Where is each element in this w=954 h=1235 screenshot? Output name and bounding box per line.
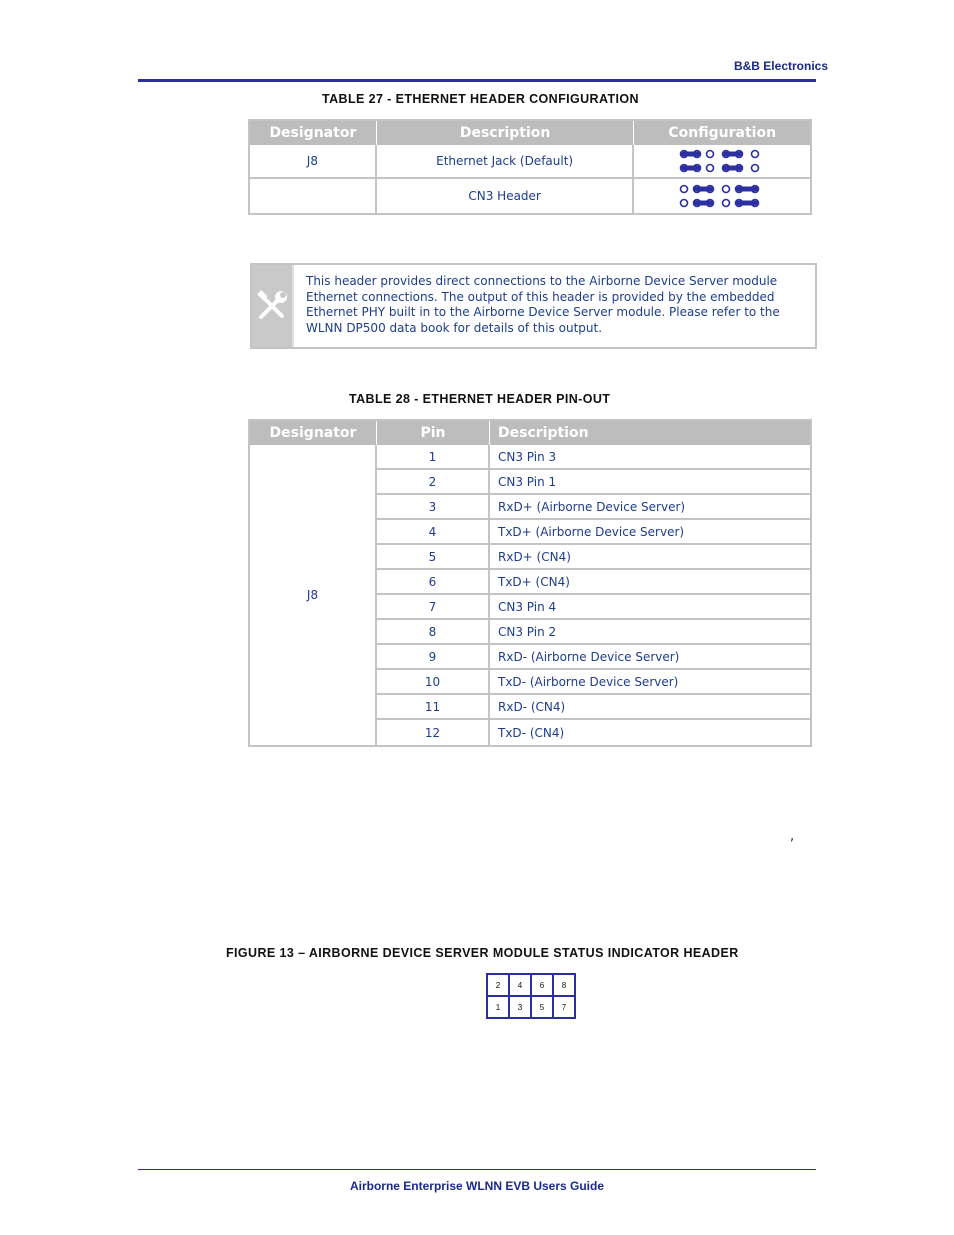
pin-label: 5 [531, 996, 553, 1018]
configuration-cell [634, 179, 810, 213]
pin-cell: 10 [377, 670, 490, 695]
description-cell: TxD- (Airborne Device Server) [490, 670, 810, 695]
description-cell: RxD- (CN4) [490, 695, 810, 720]
pin-cell: 12 [377, 720, 490, 745]
pin-cell: 3 [377, 495, 490, 520]
column-header: Configuration [634, 121, 810, 145]
ethernet-header-pinout-table [248, 419, 812, 747]
pin-label: 7 [553, 996, 575, 1018]
pin-cell: 11 [377, 695, 490, 720]
pin-cell: 5 [377, 545, 490, 570]
description-cell: TxD+ (CN4) [490, 570, 810, 595]
table-28-caption: TABLE 28 - ETHERNET HEADER PIN-OUT [349, 392, 611, 406]
jumper-config-1-2-icon [677, 146, 767, 176]
description-cell: CN3 Header [377, 179, 635, 213]
pin-label: 1 [487, 996, 509, 1018]
note-box [250, 263, 817, 349]
pin-label: 6 [531, 974, 553, 996]
jumper-config-2-3-icon [677, 181, 767, 211]
configuration-cell [634, 145, 810, 179]
footer-title: Airborne Enterprise WLNN EVB Users Guide [349, 1179, 605, 1193]
column-header: Pin [377, 421, 490, 445]
pin-cell: 7 [377, 595, 490, 620]
header-rule [138, 79, 816, 82]
column-header: Description [377, 121, 635, 145]
column-header: Designator [250, 421, 377, 445]
description-cell: CN3 Pin 4 [490, 595, 810, 620]
pin-label: 2 [487, 974, 509, 996]
pin-cell: 1 [377, 445, 490, 470]
designator-cell [250, 179, 377, 213]
pin-cell: 8 [377, 620, 490, 645]
tools-icon [252, 265, 294, 347]
company-name: B&B Electronics [733, 59, 828, 73]
footer-rule [138, 1169, 816, 1170]
designator-cell: J8 [250, 445, 377, 745]
note-text: This header provides direct connections to the Airborne Device Server module Ethernet connections. The output of this header is provided by the embedded Ethernet PHY built in to the Airborne Device Server module. Please refer to the WLNN DP500 data book for details of this output. [306, 274, 780, 335]
table-header-row [250, 421, 810, 445]
ethernet-header-config-table [248, 119, 812, 215]
column-header: Description [490, 421, 810, 445]
pin-cell: 4 [377, 520, 490, 545]
description-cell: Ethernet Jack (Default) [377, 145, 635, 179]
description-cell: TxD- (CN4) [498, 725, 565, 740]
description-cell: RxD+ (Airborne Device Server) [490, 495, 810, 520]
pin-label: 8 [553, 974, 575, 996]
description-cell: CN3 Pin 3 [490, 445, 810, 470]
pin-cell: 9 [377, 645, 490, 670]
description-cell: RxD+ (CN4) [490, 545, 810, 570]
pin-label: 3 [509, 996, 531, 1018]
figure-13-caption: FIGURE 13 – AIRBORNE DEVICE SERVER MODULE STATUS INDICATOR HEADER [226, 946, 739, 960]
column-header: Designator [250, 121, 377, 145]
table-row [250, 145, 810, 179]
table-27-caption: TABLE 27 - ETHERNET HEADER CONFIGURATION [322, 92, 639, 106]
table-row [250, 445, 810, 470]
pin-row-bottom [487, 996, 575, 1018]
pin-cell: 2 [377, 470, 490, 495]
description-cell: CN3 Pin 1 [490, 470, 810, 495]
table-header-row [250, 121, 810, 145]
description-cell: TxD+ (Airborne Device Server) [490, 520, 810, 545]
status-indicator-header-diagram [486, 973, 576, 1019]
designator-cell: J8 [250, 145, 377, 179]
description-cell: CN3 Pin 2 [490, 620, 810, 645]
description-cell: RxD- (Airborne Device Server) [490, 645, 810, 670]
pin-row-top [487, 974, 575, 996]
stray-mark: , [790, 829, 795, 844]
pin-label: 4 [509, 974, 531, 996]
table-row [250, 179, 810, 213]
pin-cell: 6 [377, 570, 490, 595]
